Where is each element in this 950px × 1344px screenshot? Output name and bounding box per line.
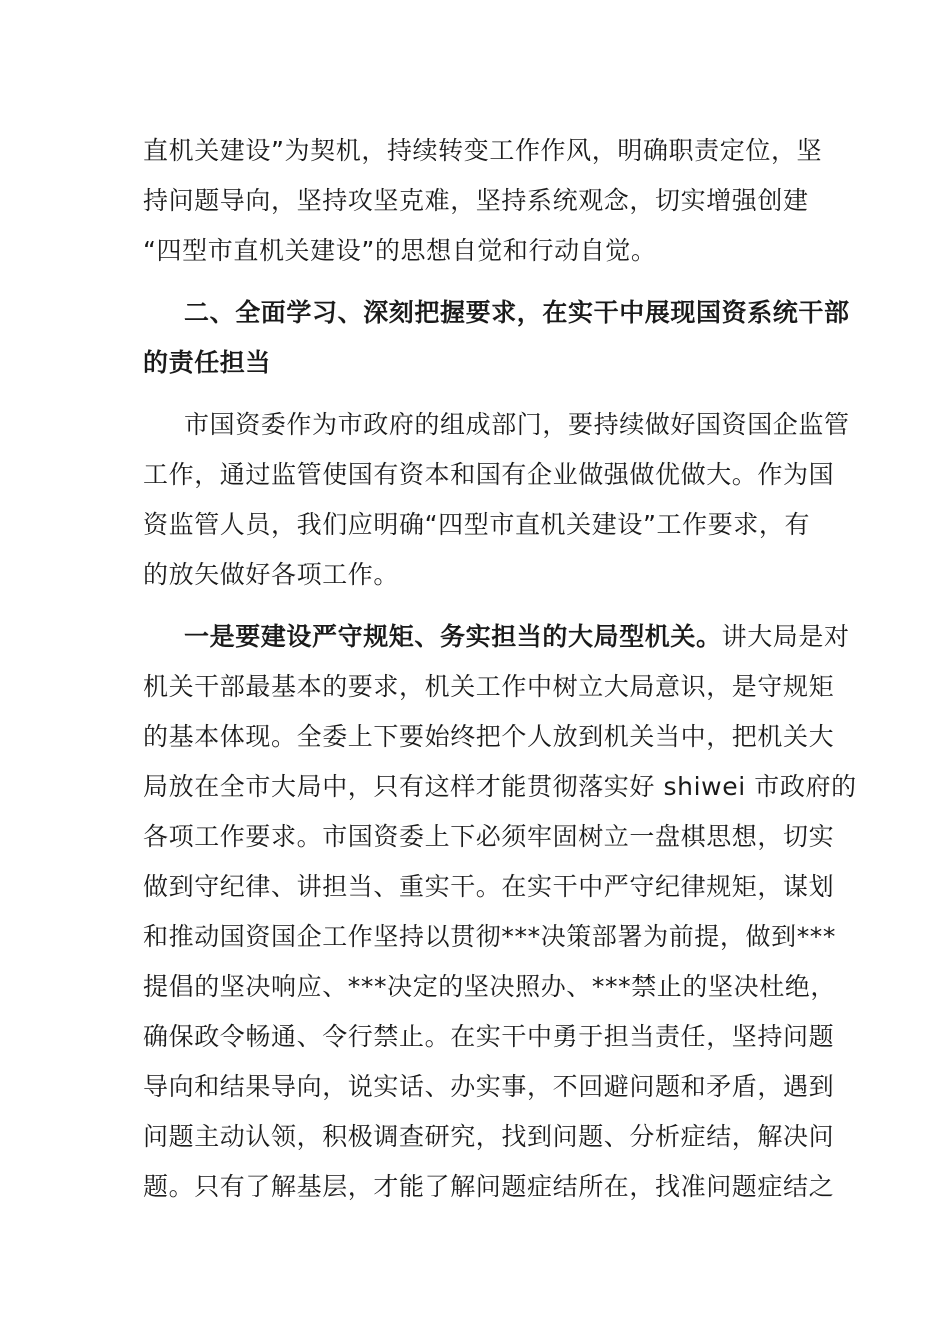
paragraph-line: 确保政令畅通、令行禁止。在实干中勇于担当责任，坚持问题 [143, 1022, 835, 1051]
paragraph-line: 问题主动认领，积极调查研究，找到问题、分析症结，解决问 [143, 1122, 835, 1151]
paragraph-line: 和推动国资国企工作坚持以贯彻***决策部署为前提，做到*** [143, 922, 837, 951]
paragraph-line: 持问题导向，坚持攻坚克难，坚持系统观念，切实增强创建 [143, 186, 809, 215]
paragraph-line: 资监管人员，我们应明确“四型市直机关建设”工作要求，有 [143, 510, 811, 539]
paragraph-lead-bold: 一是要建设严守规矩、务实担当的大局型机关。 [184, 622, 722, 651]
paragraph-line: 直机关建设”为契机，持续转变工作作风，明确职责定位，坚 [143, 136, 823, 165]
paragraph-line: 题。只有了解基层，才能了解问题症结所在，找准问题症结之 [143, 1172, 835, 1201]
paragraph-line: 做到守纪律、讲担当、重实干。在实干中严守纪律规矩，谋划 [143, 872, 835, 901]
paragraph-lead-rest: 讲大局是对 [721, 622, 850, 651]
paragraph-line: 市国资委作为市政府的组成部门，要持续做好国资国企监管 [184, 410, 850, 439]
paragraph-line: “四型市直机关建设”的思想自觉和行动自觉。 [143, 236, 657, 265]
heading-line: 的责任担当 [143, 348, 272, 377]
paragraph-line: 各项工作要求。市国资委上下必须牢固树立一盘棋思想，切实 [143, 822, 835, 851]
paragraph-line: 局放在全市大局中，只有这样才能贯彻落实好 shiwei 市政府的 [143, 772, 857, 801]
paragraph-first-line [184, 617, 850, 657]
paragraph-line: 工作，通过监管使国有资本和国有企业做强做优做大。作为国 [143, 460, 835, 489]
heading-line: 二、全面学习、深刻把握要求，在实干中展现国资系统干部 [184, 298, 850, 327]
paragraph-line: 提倡的坚决响应、***决定的坚决照办、***禁止的坚决杜绝， [143, 972, 837, 1001]
paragraph-line: 导向和结果导向，说实话、办实事，不回避问题和矛盾，遇到 [143, 1072, 835, 1101]
paragraph-line: 的基本体现。全委上下要始终把个人放到机关当中，把机关大 [143, 722, 835, 751]
paragraph-line: 的放矢做好各项工作。 [143, 560, 400, 589]
paragraph-line: 机关干部最基本的要求，机关工作中树立大局意识，是守规矩 [143, 672, 835, 701]
